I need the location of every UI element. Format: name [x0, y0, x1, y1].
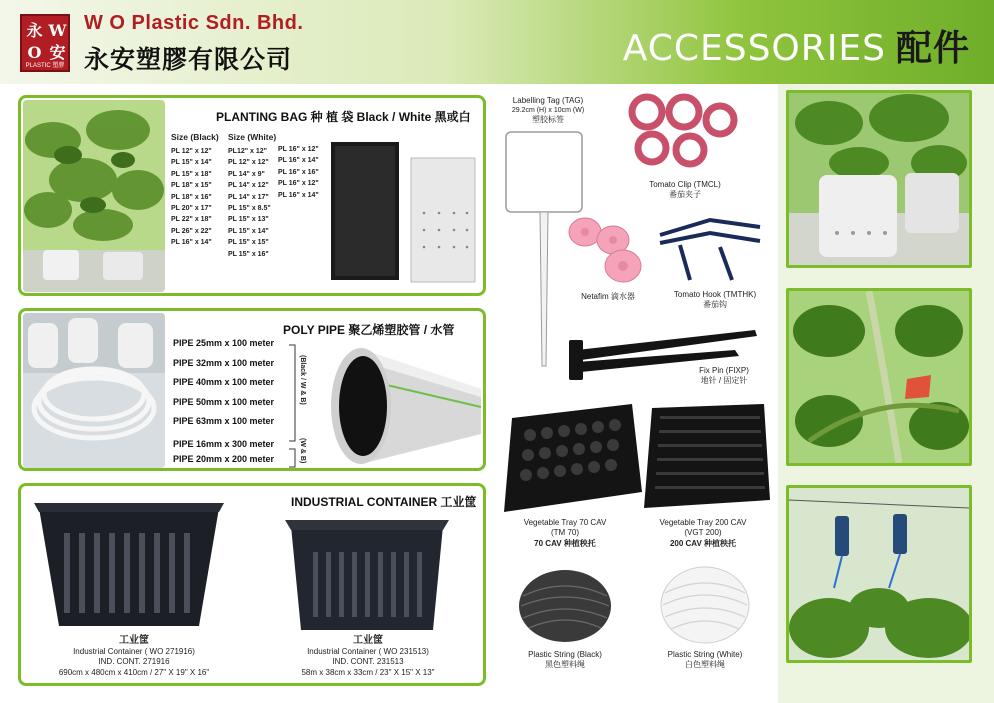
- size-white-row: PL12" x 12": [228, 148, 267, 155]
- size-black-row: PL 12" x 12": [171, 148, 212, 155]
- tomato-clip-caption: Tomato Clip (TMCL) 番茄夹子: [649, 180, 721, 200]
- size-black-row: PL 18" x 16": [171, 193, 212, 201]
- company-name-en: W O Plastic Sdn. Bhd.: [84, 12, 304, 34]
- industrial-container-label-2: 工业筐 Industrial Container ( WO 231513) IND. CONT. 231513 58m x 38cm x 33cm / 23" X 15" X 13": [301, 635, 435, 677]
- size-white-row: PL 15" x 16": [228, 250, 269, 258]
- planting-bag-image: [329, 138, 479, 288]
- plastic-string-black-image: [515, 566, 615, 646]
- header-banner: [0, 0, 994, 84]
- industrial-container-panel: [18, 483, 486, 686]
- fix-pin-caption: Fix Pin (FIXP) 地针 / 固定针: [699, 366, 749, 386]
- planting-bag-panel: [18, 95, 486, 296]
- tray200-caption: Vegetable Tray 200 CAV (VGT 200) 200 CAV 种植秧托: [659, 518, 747, 548]
- size-white-row: PL 15" x 14": [228, 227, 269, 235]
- size-black-row: PL 18" x 15": [171, 182, 212, 190]
- size-black-row: PL 15" x 18": [171, 170, 212, 178]
- size-white-row: PL 16" x 14": [278, 191, 319, 199]
- size-black-row: PL 26" x 22": [171, 227, 212, 235]
- poly-pipe-image: [321, 339, 483, 467]
- pipe-size-item: PIPE 40mm x 100 meter: [173, 377, 275, 387]
- netafim-image: [563, 210, 651, 290]
- industrial-container-image-2: [283, 512, 451, 632]
- pipe-size-item: PIPE 20mm x 200 meter: [173, 453, 275, 464]
- tomato-clip-field-photo: [786, 288, 972, 466]
- string-white-caption: Plastic String (White) 白色塑料绳: [667, 650, 743, 670]
- size-black-row: PL 22" x 18": [171, 216, 212, 224]
- size-white-row: PL 14" x 17": [228, 193, 269, 201]
- tomato-clip-image: [612, 90, 752, 178]
- string-black-caption: Plastic String (Black) 黑色塑料绳: [528, 650, 602, 670]
- pipe-size-item: PIPE 16mm x 300 meter: [173, 438, 275, 449]
- size-white-row: PL 14" x 12": [228, 182, 269, 190]
- size-white-row: PL 16" x 16": [278, 168, 319, 176]
- tray70-caption: Vegetable Tray 70 CAV (TM 70) 70 CAV 种植秧托: [523, 518, 607, 548]
- size-black-row: PL 20" x 17": [171, 204, 212, 212]
- company-logo: 永 W O 安 PLASTIC 塑膠: [20, 14, 70, 72]
- size-black-row: PL 16" x 14": [171, 239, 212, 247]
- pipe-size-item: PIPE 32mm x 100 meter: [173, 357, 275, 368]
- industrial-container-image-1: [29, 498, 229, 631]
- plastic-string-white-image: [655, 563, 755, 648]
- poly-pipe-panel: [18, 308, 486, 471]
- size-white-row: PL 16" x 14": [278, 157, 319, 165]
- size-white-row: PL 15" x 15": [228, 239, 269, 247]
- size-white-row: PL 16" x 12": [278, 180, 319, 188]
- planting-bag-title: PLANTING BAG 种 植 袋 Black / White 黑或白: [216, 110, 471, 124]
- pipe-size-item: PIPE 63mm x 100 meter: [173, 416, 275, 426]
- netafim-caption: Netafim 滴水器: [581, 292, 635, 301]
- tomato-hook-caption: Tomato Hook (TMTHK) 番茄钩: [673, 290, 757, 310]
- planting-bag-photo: [23, 100, 165, 292]
- industrial-container-label-1: 工业筐 Industrial Container ( WO 271916) IND. CONT. 271916 690cm x 480cm x 410cm / 27" X 19" X 16": [58, 635, 210, 677]
- poly-pipe-photo: [23, 313, 165, 468]
- tomato-hook-field-photo: [786, 485, 972, 663]
- size-white-row: PL 14" x 9": [228, 170, 265, 178]
- planting-bag-field-photo: [786, 90, 972, 268]
- industrial-container-title: INDUSTRIAL CONTAINER 工业筐: [291, 495, 477, 509]
- pipe-size-list: [173, 338, 274, 469]
- pipe-group1-note: (Black / W & B): [299, 355, 306, 405]
- page-title: ACCESSORIES 配件: [622, 28, 970, 69]
- pipe-group2-note: (W & B): [299, 438, 306, 464]
- company-name-zh: 永安塑膠有限公司: [84, 46, 293, 74]
- size-black-header: Size (Black): [171, 132, 219, 142]
- size-white-row: PL 15" x 13": [228, 216, 269, 224]
- tomato-hook-image: [650, 205, 770, 285]
- label-tag-caption: Labelling Tag (TAG) 29.2cm (H) x 10cm (W) 塑胶标签: [511, 96, 585, 125]
- size-white-row: PL 15" x 8.5": [228, 204, 271, 212]
- vegetable-trays-image: [502, 400, 772, 515]
- planting-bag-size-table: [171, 132, 326, 292]
- pipe-size-item: PIPE 50mm x 100 meter: [173, 396, 275, 407]
- size-white-header: Size (White): [228, 132, 277, 142]
- poly-pipe-title: POLY PIPE 聚乙烯塑胶管 / 水管: [283, 323, 455, 337]
- pipe-size-item: PIPE 25mm x 100 meter: [173, 338, 275, 348]
- size-white-row: PL 12" x 12": [228, 159, 269, 167]
- size-white-row: PL 16" x 12": [278, 146, 319, 153]
- size-black-row: PL 15" x 14": [171, 159, 212, 167]
